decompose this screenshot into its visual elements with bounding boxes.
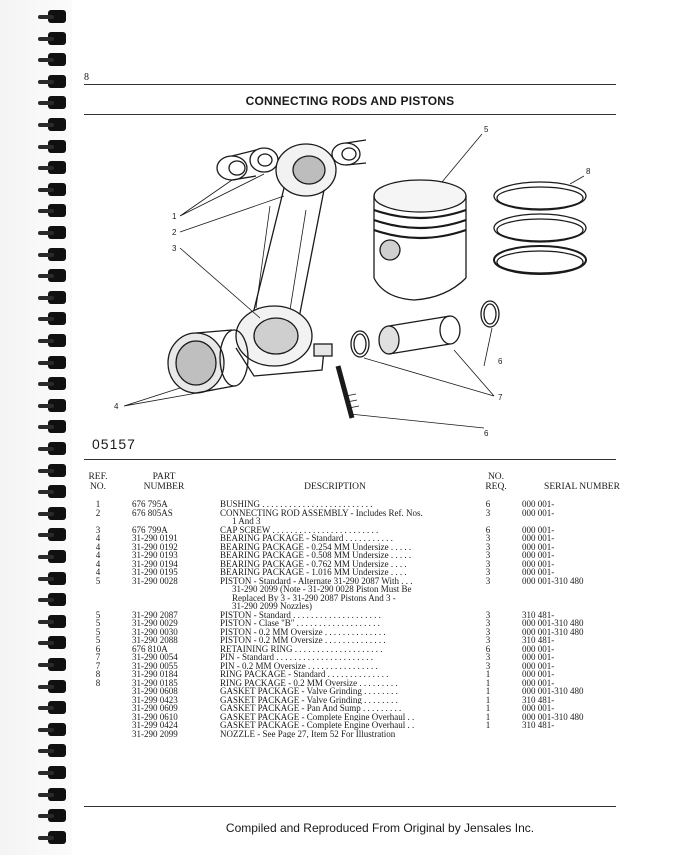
binding-coil [38, 382, 54, 386]
callout-6-upper: 6 [498, 357, 503, 366]
quantity-cell: 3 [485, 609, 491, 620]
part-number-cell: 31-290 0185 [132, 677, 178, 688]
description-cell: GASKET PACKAGE - Pan And Sump . . . . . . . . . [220, 704, 402, 713]
binding-coil [38, 598, 54, 602]
part-number-cell: 31-290 0055 [132, 660, 178, 671]
table-top-rule [84, 459, 616, 460]
description-cell: PISTON - 0.2 MM Oversize . . . . . . . . . . . . . . [220, 636, 386, 645]
ref-cell: 4 [95, 550, 101, 560]
binding-coil [38, 728, 54, 732]
quantity-cell: 1 [485, 711, 491, 722]
binding-coil [38, 447, 54, 451]
callout-4: 4 [114, 402, 119, 411]
quantity-cell [468, 585, 508, 594]
description-cell: GASKET PACKAGE - Valve Grinding . . . . . . . . [220, 687, 398, 696]
ref-cell: 8 [95, 669, 101, 679]
quantity-cell: 3 [485, 652, 491, 662]
header-part-line1: PART [152, 472, 176, 482]
serial-number-cell: 000 001- [522, 703, 555, 713]
description-cell: PISTON - Standard - Alternate 31-290 2087 With . . . [220, 576, 413, 585]
part-number-cell: 31-290 0192 [132, 541, 178, 552]
serial-number-cell: 000 001- [522, 660, 555, 671]
serial-number-cell: 000 001-310 480 [522, 711, 584, 722]
binding-coil [38, 425, 54, 429]
quantity-cell: 6 [485, 524, 491, 535]
binding-coil [38, 490, 54, 494]
description-cell: BEARING PACKAGE - Standard . . . . . . . . . . . [220, 534, 393, 543]
part-number-cell: 31-299 0423 [132, 694, 178, 705]
connecting-rod-illustration [236, 144, 336, 376]
serial-number-cell: 000 001- [522, 524, 555, 535]
quantity-cell: 1 [485, 669, 491, 679]
description-cell: BUSHING . . . . . . . . . . . . . . . . . . . . . . . . . [220, 500, 373, 509]
table-row [82, 594, 642, 603]
piston-illustration [374, 180, 466, 300]
table-row [82, 509, 642, 518]
callout-1: 1 [172, 212, 177, 221]
spiral-binding [0, 0, 72, 855]
quantity-cell: 3 [485, 635, 491, 645]
binding-coil [38, 123, 54, 127]
description-cell: PISTON - 0.2 MM Oversize . . . . . . . . . . . . . . [220, 627, 386, 636]
serial-number-cell: 310 481- [522, 720, 555, 730]
binding-coil [38, 37, 54, 41]
description-cell: GASKET PACKAGE - Complete Engine Overhaul . . [220, 721, 415, 730]
serial-number-cell: 000 001- [522, 558, 555, 569]
serial-number-cell: 000 001-310 480 [522, 626, 584, 637]
callout-2: 2 [172, 228, 177, 237]
ref-cell: 5 [95, 575, 101, 586]
ref-cell: 6 [95, 643, 101, 654]
binding-coil [38, 641, 54, 645]
binding-coil [38, 555, 54, 559]
piston-pin-illustration [379, 316, 460, 354]
ref-cell: 4 [95, 541, 101, 552]
part-number-cell: 676 805AS [132, 507, 173, 518]
part-number-cell: 676 795A [132, 499, 168, 509]
serial-number-cell: 000 001- [522, 567, 555, 577]
quantity-cell: 1 [485, 677, 491, 688]
serial-number-cell: 000 001- [522, 677, 555, 688]
header-req [476, 472, 516, 492]
quantity-cell: 3 [485, 618, 491, 628]
serial-number-cell: 000 001-310 480 [522, 618, 584, 628]
part-number-cell: 31-290 0608 [132, 686, 178, 696]
header-req-line2: REQ. [485, 482, 507, 492]
callout-6-lower: 6 [484, 429, 489, 438]
header-description: DESCRIPTION [304, 482, 366, 492]
part-number-cell: 676 810A [132, 643, 168, 654]
cap-screw-illustration [338, 366, 359, 418]
header-part-line2: NUMBER [143, 482, 185, 492]
binding-coil [38, 253, 54, 257]
description-cell: 31-290 2099 Nozzles) [232, 602, 312, 611]
serial-number-cell: 000 001- [522, 669, 555, 679]
serial-number-cell: 000 001- [522, 499, 555, 509]
header-req-line1: NO. [487, 472, 505, 482]
ref-cell: 5 [95, 609, 101, 620]
footer-credit: Compiled and Reproduced From Original by Jensales Inc. [225, 821, 535, 835]
description-cell: Replaced By 3 - 31-290 2087 Pistons And 3 - [232, 593, 396, 602]
part-number-cell: 31-290 0609 [132, 703, 178, 713]
serial-number-cell: 310 481- [522, 609, 555, 620]
binding-coil [38, 296, 54, 300]
binding-coil [38, 836, 54, 840]
part-number-cell: 31-290 0030 [132, 626, 178, 637]
parts-diagram [84, 118, 620, 463]
top-rule [84, 84, 616, 85]
table-row [82, 577, 642, 586]
page-number: 8 [84, 72, 89, 83]
binding-coil [38, 620, 54, 624]
quantity-cell: 3 [485, 567, 491, 577]
part-number-cell: 31-290 0191 [132, 533, 178, 543]
part-number-cell: 31-299 0424 [132, 720, 178, 730]
description-cell: GASKET PACKAGE - Valve Grinding . . . . . . . . [220, 695, 398, 704]
header-ref-line2: NO. [89, 482, 107, 492]
binding-coil [38, 814, 54, 818]
binding-coil [38, 577, 54, 581]
description-cell: CONNECTING ROD ASSEMBLY - Includes Ref. Nos. [220, 508, 423, 517]
piston-rings-illustration [494, 182, 586, 274]
binding-coil [38, 317, 54, 321]
serial-number-cell: 000 001- [522, 533, 555, 543]
quantity-cell: 6 [485, 499, 491, 509]
description-cell: RING PACKAGE - 0.2 MM Oversize . . . . . . . . . [220, 678, 398, 687]
part-number-cell [114, 594, 202, 603]
serial-number-cell [508, 585, 628, 594]
part-number-cell: 31-290 2087 [132, 609, 178, 620]
part-number-cell: 31-290 0054 [132, 652, 178, 662]
quantity-cell: 1 [485, 703, 491, 713]
binding-coil [38, 469, 54, 473]
part-number-cell: 31-290 2099 [132, 728, 178, 739]
quantity-cell: 6 [485, 643, 491, 654]
ref-cell: 5 [95, 635, 101, 645]
binding-coil [38, 706, 54, 710]
part-number-cell: 31-290 2088 [132, 635, 178, 645]
ref-cell [82, 704, 114, 713]
description-cell: RETAINING RING . . . . . . . . . . . . . . . . . . . . [220, 644, 383, 653]
quantity-cell: 3 [485, 575, 491, 586]
quantity-cell: 3 [485, 626, 491, 637]
binding-coil [38, 15, 54, 19]
quantity-cell: 3 [485, 550, 491, 560]
part-number-cell: 31-290 0195 [132, 567, 178, 577]
title-underline [84, 114, 616, 115]
binding-coil [38, 101, 54, 105]
binding-coil [38, 663, 54, 667]
callout-3: 3 [172, 244, 177, 253]
table-row [82, 585, 642, 594]
parts-table [82, 500, 642, 738]
serial-number-cell: 000 001- [522, 643, 555, 654]
binding-coil [38, 685, 54, 689]
quantity-cell: 3 [485, 660, 491, 671]
ref-cell: 3 [95, 524, 101, 535]
footer-rule [84, 806, 616, 807]
part-number-cell: 31-290 0028 [132, 575, 178, 586]
description-cell: CAP SCREW . . . . . . . . . . . . . . . . . . . . . . . . [220, 525, 379, 534]
part-number-cell: 31-290 0194 [132, 558, 178, 569]
binding-coil [38, 512, 54, 516]
part-number-cell [114, 585, 202, 594]
ref-cell [82, 594, 114, 603]
binding-coil [38, 771, 54, 775]
description-cell: PISTON - Clase "B" . . . . . . . . . . . . . . . . . . . [220, 619, 380, 628]
serial-number-cell: 310 481- [522, 694, 555, 705]
description-cell: BEARING PACKAGE - 1.016 MM Undersize . . . . [220, 568, 407, 577]
quantity-cell: 3 [485, 533, 491, 543]
header-serial: SERIAL NUMBER [544, 482, 620, 492]
ref-cell: 4 [95, 558, 101, 569]
serial-number-cell [508, 594, 628, 603]
ref-cell [82, 713, 114, 722]
ref-cell: 1 [95, 499, 101, 509]
part-number-cell: 31-290 0610 [132, 711, 178, 722]
binding-coil [38, 533, 54, 537]
description-cell: BEARING PACKAGE - 0.508 MM Undersize . . . . . [220, 551, 412, 560]
ref-cell: 5 [95, 626, 101, 637]
binding-coil [38, 404, 54, 408]
part-number-cell: 31-290 0193 [132, 550, 178, 560]
ref-cell: 2 [95, 507, 101, 518]
ref-cell [82, 730, 114, 739]
ref-cell [82, 696, 114, 705]
callout-5: 5 [484, 125, 489, 134]
header-ref-line1: REF. [88, 472, 108, 482]
binding-coil [38, 231, 54, 235]
binding-coil [38, 274, 54, 278]
part-number-cell: 31-290 0184 [132, 669, 178, 679]
ref-cell: 8 [95, 677, 101, 688]
part-number-cell: 676 799A [132, 524, 168, 535]
binding-coil [38, 361, 54, 365]
serial-number-cell: 000 001- [522, 507, 555, 518]
description-cell: PIN - Standard . . . . . . . . . . . . . . . . . . . . . . [220, 653, 373, 662]
ref-cell: 7 [95, 660, 101, 671]
callout-8: 8 [586, 167, 591, 176]
serial-number-cell: 000 001-310 480 [522, 575, 584, 586]
ref-cell: 4 [95, 533, 101, 543]
description-cell: NOZZLE - See Page 27, Item 52 For Illustration [220, 729, 396, 738]
serial-number-cell: 310 481- [522, 635, 555, 645]
quantity-cell: 3 [485, 507, 491, 518]
serial-number-cell [508, 730, 628, 739]
description-cell: PISTON - Standard . . . . . . . . . . . . . . . . . . . . [220, 610, 381, 619]
description-cell: PIN - 0.2 MM Oversize . . . . . . . . . . . . . . . . [220, 661, 378, 670]
binding-coil [38, 188, 54, 192]
quantity-cell: 3 [485, 541, 491, 552]
binding-coil [38, 749, 54, 753]
serial-number-cell: 000 001-310 480 [522, 686, 584, 696]
description-cell: GASKET PACKAGE - Complete Engine Overhaul . . [220, 712, 415, 721]
binding-coil [38, 339, 54, 343]
description-cell: 31-290 2099 (Note - 31-290 0028 Piston Must Be [232, 585, 412, 594]
part-number-cell: 31-290 0029 [132, 618, 178, 628]
quantity-cell [468, 594, 508, 603]
binding-coil [38, 793, 54, 797]
serial-number-cell: 000 001- [522, 550, 555, 560]
description-cell: BEARING PACKAGE - 0.762 MM Undersize . . . . [220, 559, 407, 568]
binding-coil [38, 166, 54, 170]
description-cell: RING PACKAGE - Standard . . . . . . . . . . . . . . [220, 670, 389, 679]
ref-cell: 5 [95, 618, 101, 628]
quantity-cell: 1 [485, 720, 491, 730]
page-title: CONNECTING RODS AND PISTONS [245, 94, 455, 108]
binding-coil [38, 145, 54, 149]
ref-cell: 7 [95, 652, 101, 662]
binding-coil [38, 58, 54, 62]
serial-number-cell: 000 001- [522, 541, 555, 552]
quantity-cell [468, 730, 508, 739]
quantity-cell: 1 [485, 686, 491, 696]
serial-number-cell: 000 001- [522, 652, 555, 662]
table-row [82, 730, 642, 739]
quantity-cell: 1 [485, 694, 491, 705]
binding-coil [38, 80, 54, 84]
ref-cell: 4 [95, 567, 101, 577]
ref-cell [82, 687, 114, 696]
binding-coil [38, 209, 54, 213]
description-cell: 1 And 3 [232, 517, 261, 526]
quantity-cell: 3 [485, 558, 491, 569]
header-part [134, 472, 194, 492]
callout-7: 7 [498, 393, 503, 402]
ref-cell [82, 585, 114, 594]
header-ref [80, 472, 116, 492]
ref-cell [82, 721, 114, 730]
figure-code: 05157 [92, 436, 136, 452]
description-cell: BEARING PACKAGE - 0.254 MM Undersize . . . . . [220, 542, 412, 551]
